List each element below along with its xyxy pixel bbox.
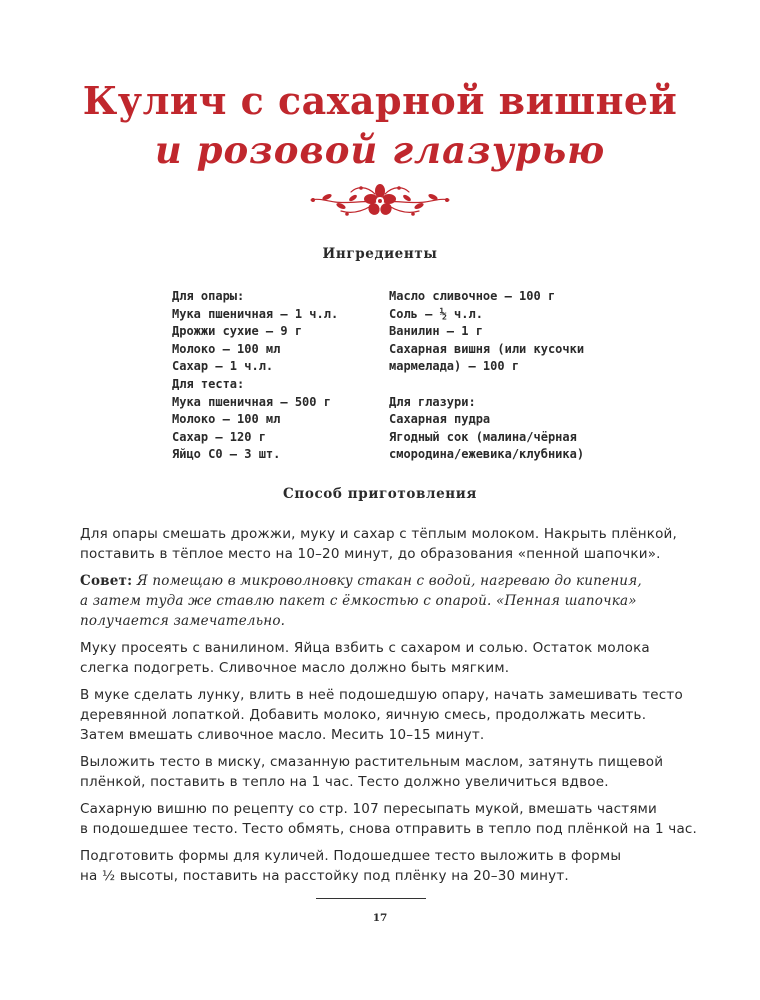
method-heading: Способ приготовления <box>283 486 477 502</box>
advice-first-line <box>80 571 680 591</box>
ingredient-line: Для глазури: <box>389 394 476 409</box>
ingredient-line: Дрожжи сухие – 9 г <box>172 324 303 339</box>
ingredient-line: Для опары: <box>172 289 245 303</box>
ingredient-line: Соль – ½ ч.л. <box>389 306 483 321</box>
method-paragraph <box>80 638 680 678</box>
ingredient-line: мармелада) – 100 г <box>389 359 520 374</box>
ingredient-line: Мука пшеничная – 500 г <box>172 394 331 409</box>
paragraph-line: на ½ высоты, поставить на расстойку под плёнку на 20–30 минут. <box>80 868 569 884</box>
ingredient-line: Сахар – 1 ч.л. <box>172 359 274 374</box>
title-line-2: и розовой глазурью <box>154 128 606 172</box>
advice-line: получается замечательно. <box>80 613 286 629</box>
ingredients-heading: Ингредиенты <box>322 246 438 262</box>
paragraph-line: Выложить тесто в миску, смазанную растительным маслом, затянуть пищевой <box>80 754 664 770</box>
paragraph-line: Подготовить формы для куличей. Подошедшее тесто выложить в формы <box>80 848 622 864</box>
ingredient-line: Мука пшеничная – 1 ч.л. <box>172 306 339 321</box>
paragraph-line: Для опары смешать дрожжи, муку и сахар с тёплым молоком. Накрыть плёнкой, <box>80 526 678 542</box>
method-paragraph <box>80 524 680 564</box>
ingredient-spacer <box>389 376 584 394</box>
ingredient-line: Ванилин – 1 г <box>389 324 483 339</box>
ingredient-line: Для теста: <box>172 376 245 391</box>
ingredient-line: Масло сливочное – 100 г <box>389 289 556 303</box>
footer-divider <box>316 898 426 899</box>
paragraph-line: в подошедшее тесто. Тесто обмять, снова отправить в тепло под плёнкой на 1 час. <box>80 821 698 837</box>
ingredient-line: Сахар – 120 г <box>172 429 266 444</box>
paragraph-line: Затем вмешать сливочное масло. Месить 10–15 минут. <box>80 727 485 743</box>
floral-ornament-icon <box>305 178 455 224</box>
advice-paragraph <box>80 571 680 631</box>
title-line-1: Кулич с сахарной вишней <box>82 78 678 123</box>
method-paragraph <box>80 685 683 745</box>
ingredients-right-column <box>389 288 584 464</box>
paragraph-line: поставить в тёплое место на 10–20 минут, до образования «пенной шапочки». <box>80 546 661 562</box>
advice-line: а затем туда же ставлю пакет с ёмкостью с опарой. «Пенная шапочка» <box>80 593 637 609</box>
ingredient-line: Яйцо С0 – 3 шт. <box>172 447 281 462</box>
ingredient-line: смородина/ежевика/клубника) <box>389 447 585 462</box>
paragraph-line: плёнкой, поставить в тепло на 1 час. Тесто должно увеличиться вдвое. <box>80 774 609 790</box>
method-body <box>80 524 698 893</box>
paragraph-line: Сахарную вишню по рецепту со стр. 107 пересыпать мукой, вмешать частями <box>80 801 657 817</box>
ingredient-line: Ягодный сок (малина/чёрная <box>389 429 577 444</box>
method-paragraph <box>80 752 680 792</box>
ingredient-line: Молоко – 100 мл <box>172 412 281 427</box>
page-number: 17 <box>372 912 388 924</box>
paragraph-line: деревянной лопаткой. Добавить молоко, яичную смесь, продолжать месить. <box>80 707 647 723</box>
advice-line: Я помещаю в микроволновку стакан с водой, нагреваю до кипения, <box>132 573 642 589</box>
ingredient-line: Молоко – 100 мл <box>172 341 281 356</box>
ingredients-left-column <box>172 288 338 464</box>
ingredient-line: Сахарная вишня (или кусочки <box>389 341 585 356</box>
method-paragraph <box>80 846 680 886</box>
paragraph-line: В муке сделать лунку, влить в неё подошедшую опару, начать замешивать тесто <box>80 687 683 703</box>
paragraph-line: Муку просеять с ванилином. Яйца взбить с сахаром и солью. Остаток молока <box>80 640 650 656</box>
paragraph-line: слегка подогреть. Сливочное масло должно быть мягким. <box>80 660 510 676</box>
ingredient-line: Сахарная пудра <box>389 412 491 427</box>
method-paragraph <box>80 799 698 839</box>
advice-label: Совет: <box>80 573 133 589</box>
